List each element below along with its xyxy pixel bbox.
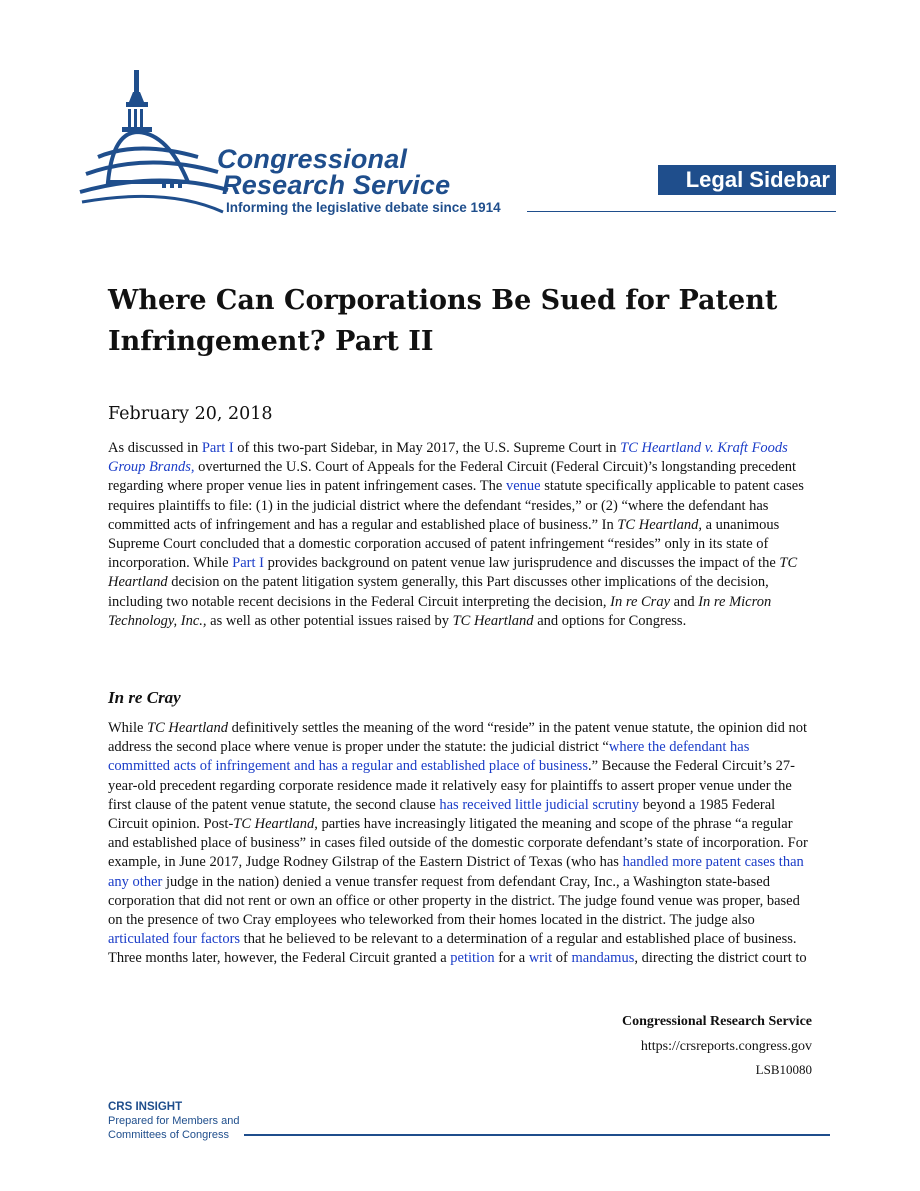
mandamus-link[interactable]: mandamus — [571, 950, 635, 967]
section-heading-in-re-cray: In re Cray — [108, 688, 181, 707]
insight-line1: Prepared for Members and — [108, 1115, 240, 1127]
insight-line2: Committees of Congress — [108, 1129, 230, 1141]
venue-link[interactable]: venue — [505, 478, 541, 495]
little-scrutiny-link[interactable]: has received little judicial scrutiny — [439, 796, 640, 813]
org-tagline: Informing the legislative debate since 1914 — [226, 200, 501, 215]
publication-date: February 20, 2018 — [108, 404, 273, 424]
footer-org: Congressional Research Service — [621, 1014, 812, 1029]
footer-report-code: LSB10080 — [755, 1062, 812, 1077]
four-factors-link[interactable]: articulated four factors — [108, 931, 241, 948]
legal-sidebar-badge: Legal Sidebar — [658, 165, 836, 195]
org-name-line2: Research Service — [222, 170, 451, 200]
header-rule — [527, 211, 836, 212]
in-re-cray-paragraph: While TC Heartland definitively settles the meaning of the word “reside” in the patent venue statute, the opinion did not address the second place where venue is proper under the statute: the judicial district “where the defendant has committed acts of infringement and has a regular and established place of business.” Because the Federal Circuit’s 27-year-old precedent regarding corporate residence made it relatively easy for plaintiffs to assert proper venue under the first clause of the patent venue statute, the second clause has received little judicial scrutiny beyond a 1985 Federal Circuit opinion. Post-TC Heartland, parties have increasingly litigated the meaning and scope of the phrase “a regular and established place of business” in cases filed outside of the domestic corporate defendant’s state of incorporation. For example, in June 2017, Judge Rodney Gilstrap of the Eastern District of Texas (who has handled more patent cases than any other judge in the nation) denied a venue transfer request from defendant Cray, Inc., a Washington state-based corporation that did not rent or own an office or other property in the district. The judge found venue was proper, based on the presence of two Cray employees who teleworked from their homes located in the district. The judge also articulated four factors that he believed to be relevant to a determination of a regular and established place of business. Three months later, however, the Federal Circuit granted a petition for a writ of mandamus, directing the district court to — [108, 720, 808, 967]
tc-heartland-link[interactable]: TC Heartland v. Kraft Foods Group Brands, — [108, 440, 788, 476]
org-name-line1: Congressional — [217, 144, 408, 174]
intro-paragraph: As discussed in Part I of this two-part Sidebar, in May 2017, the U.S. Supreme Court in TC Heartland v. Kraft Foods Group Brands, overturned the U.S. Court of Appeals for the Federal Circuit (Federal Circuit)’s longstanding precedent regarding where proper venue lies in patent infringement cases. The venue statute specifically applicable to patent cases requires plaintiffs to file: (1) in the judicial district where the defendant “resides,” or (2) “where the defendant has committed acts of infringement and has a regular and established place of business.” In TC Heartland, a unanimous Supreme Court concluded that a domestic corporation accused of patent infringement “resides” only in its state of incorporation. While Part I provides background on patent venue law jurisprudence and discusses the impact of the TC Heartland decision on the patent litigation system generally, this Part discusses other implications of the decision, including two notable recent decisions in the Federal Circuit interpreting the decision, In re Cray and In re Micron Technology, Inc., as well as other potential issues raised by TC Heartland and options for Congress. — [108, 440, 804, 629]
crs-insight-block — [108, 1100, 239, 1142]
statute-quote-link[interactable]: where the defendant has committed acts of infringement and has a regular and established place of business — [108, 739, 750, 775]
insight-title: CRS INSIGHT — [108, 1101, 183, 1113]
footer-url: https://crsreports.congress.gov — [640, 1039, 812, 1054]
writ-link[interactable]: writ — [528, 950, 553, 967]
petition-link[interactable]: petition — [450, 950, 495, 967]
footer-rule — [244, 1134, 830, 1136]
part-one-link-2[interactable]: Part I — [232, 555, 264, 572]
page-title: Where Can Corporations Be Sued for Patent Infringement? Part II — [108, 285, 778, 357]
patent-cases-link[interactable]: handled more patent cases than any other — [108, 854, 804, 890]
part-one-link[interactable]: Part I — [201, 440, 234, 456]
